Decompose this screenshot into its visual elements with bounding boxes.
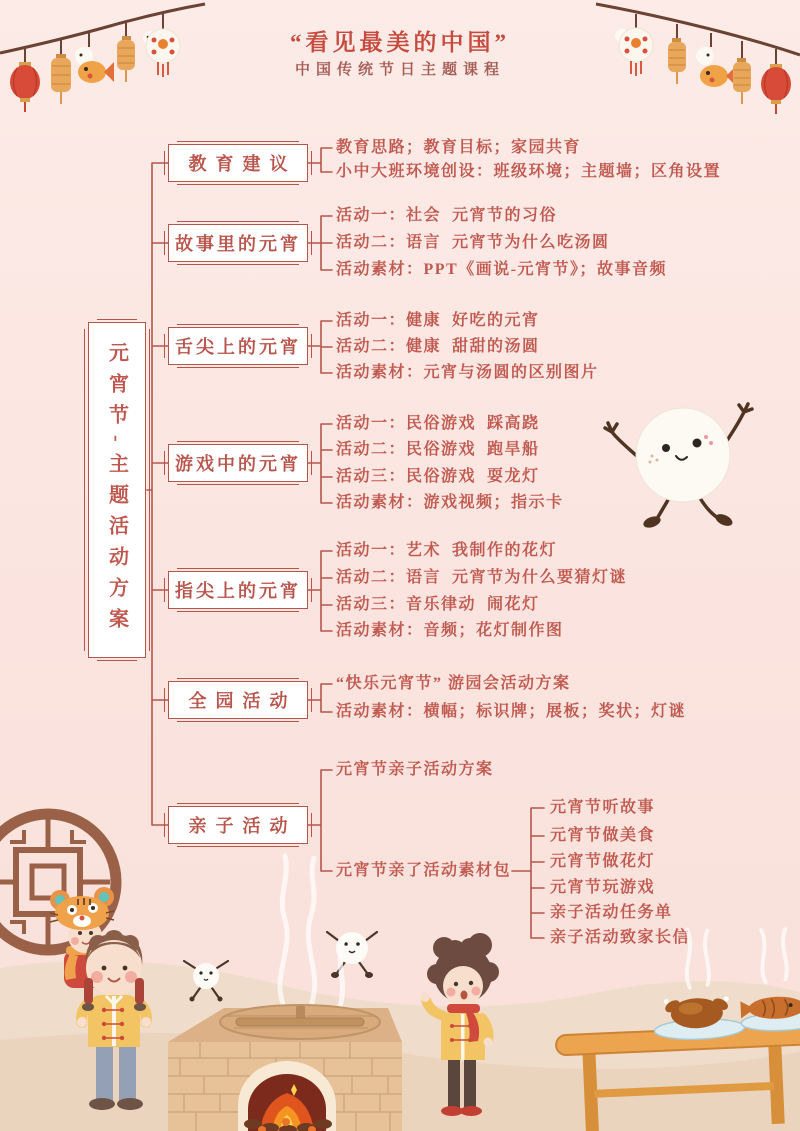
node-taste-yuanxiao: [168, 327, 308, 365]
node-game-yuanxiao: [168, 444, 308, 482]
node-label: 指尖上的元宵: [175, 581, 301, 601]
leaf-item: 活动三：音乐律动 闹花灯: [336, 596, 540, 613]
leaf-item: 元宵节亲了活动素材包: [336, 862, 512, 879]
poster-subtitle: 中国传统节日主题课程: [294, 62, 505, 78]
leaf-item: 亲子活动致家长信: [550, 929, 691, 946]
poster-title: “看见最美的中国”: [290, 30, 510, 55]
leaf-item: 元宵节听故事: [550, 799, 656, 816]
leaf-item: 活动素材：元宵与汤圆的区别图片: [336, 364, 599, 381]
steam-icon: [280, 856, 344, 1006]
node-label: 游戏中的元宵: [175, 454, 301, 474]
leaf-item: “快乐元宵节” 游园会活动方案: [336, 675, 571, 692]
leaf-item: 活动一：社会 元宵节的习俗: [336, 207, 558, 224]
node-label: 亲子活动: [188, 816, 297, 836]
leaf-item: 活动素材：横幅；标识牌；展板；奖状；灯谜: [336, 703, 687, 720]
leaf-item: 元宵节做花灯: [550, 853, 656, 870]
node-label: 教育建议: [188, 154, 297, 174]
node-whole-kindergarten-activity: [168, 681, 308, 719]
steam-icon: [685, 925, 788, 987]
leaf-item: 活动素材：游戏视频；指示卡: [336, 494, 564, 511]
leaf-item: 活动素材：音频；花灯制作图: [336, 622, 564, 639]
leaf-item: 小中大班环境创设：班级环境；主题墙；区角设置: [336, 163, 722, 180]
leaf-item: 活动二：民俗游戏 跑旱船: [336, 441, 540, 458]
node-fingertip-yuanxiao: [168, 571, 308, 609]
tangyuan-small-icon: [327, 932, 377, 978]
tree-spine-line: [147, 163, 168, 825]
leaf-item: 元宵节亲子活动方案: [336, 761, 494, 778]
root-node: [88, 322, 146, 658]
root-node-label: 元宵节-主题活动方案: [105, 341, 128, 639]
leaf-item: 活动二：语言 元宵节为什么吃汤圆: [336, 234, 610, 251]
node-label: 全园活动: [188, 691, 297, 711]
bottom-scene-illustration: [0, 760, 800, 1131]
leaf-item: 元宵节做美食: [550, 827, 656, 844]
node-education-advice: [168, 144, 308, 182]
leaf-item: 活动三：民俗游戏 耍龙灯: [336, 468, 540, 485]
leaf-item: 活动一：健康 好吃的元宵: [336, 312, 540, 329]
leaf-item: 亲子活动任务单: [550, 904, 673, 921]
node-story-yuanxiao: [168, 224, 308, 262]
leaf-item: 活动二：健康 甜甜的汤圆: [336, 338, 540, 355]
leaf-item: 活动一：民俗游戏 踩高跷: [336, 415, 540, 432]
leaf-item: 教育思路；教育目标；家园共育: [336, 139, 582, 156]
leaf-item: 活动素材：PPT《画说-元宵节》；故事音频: [336, 261, 668, 278]
node-label: 舌尖上的元宵: [175, 337, 301, 357]
leaf-item: 活动二：语言 元宵节为什么要猜灯谜: [336, 569, 628, 586]
node-label: 故事里的元宵: [175, 234, 301, 254]
leaf-item: 活动一：艺术 我制作的花灯: [336, 542, 558, 559]
leaf-item: 元宵节玩游戏: [550, 879, 656, 896]
tangyuan-mascot-icon: [600, 390, 770, 535]
